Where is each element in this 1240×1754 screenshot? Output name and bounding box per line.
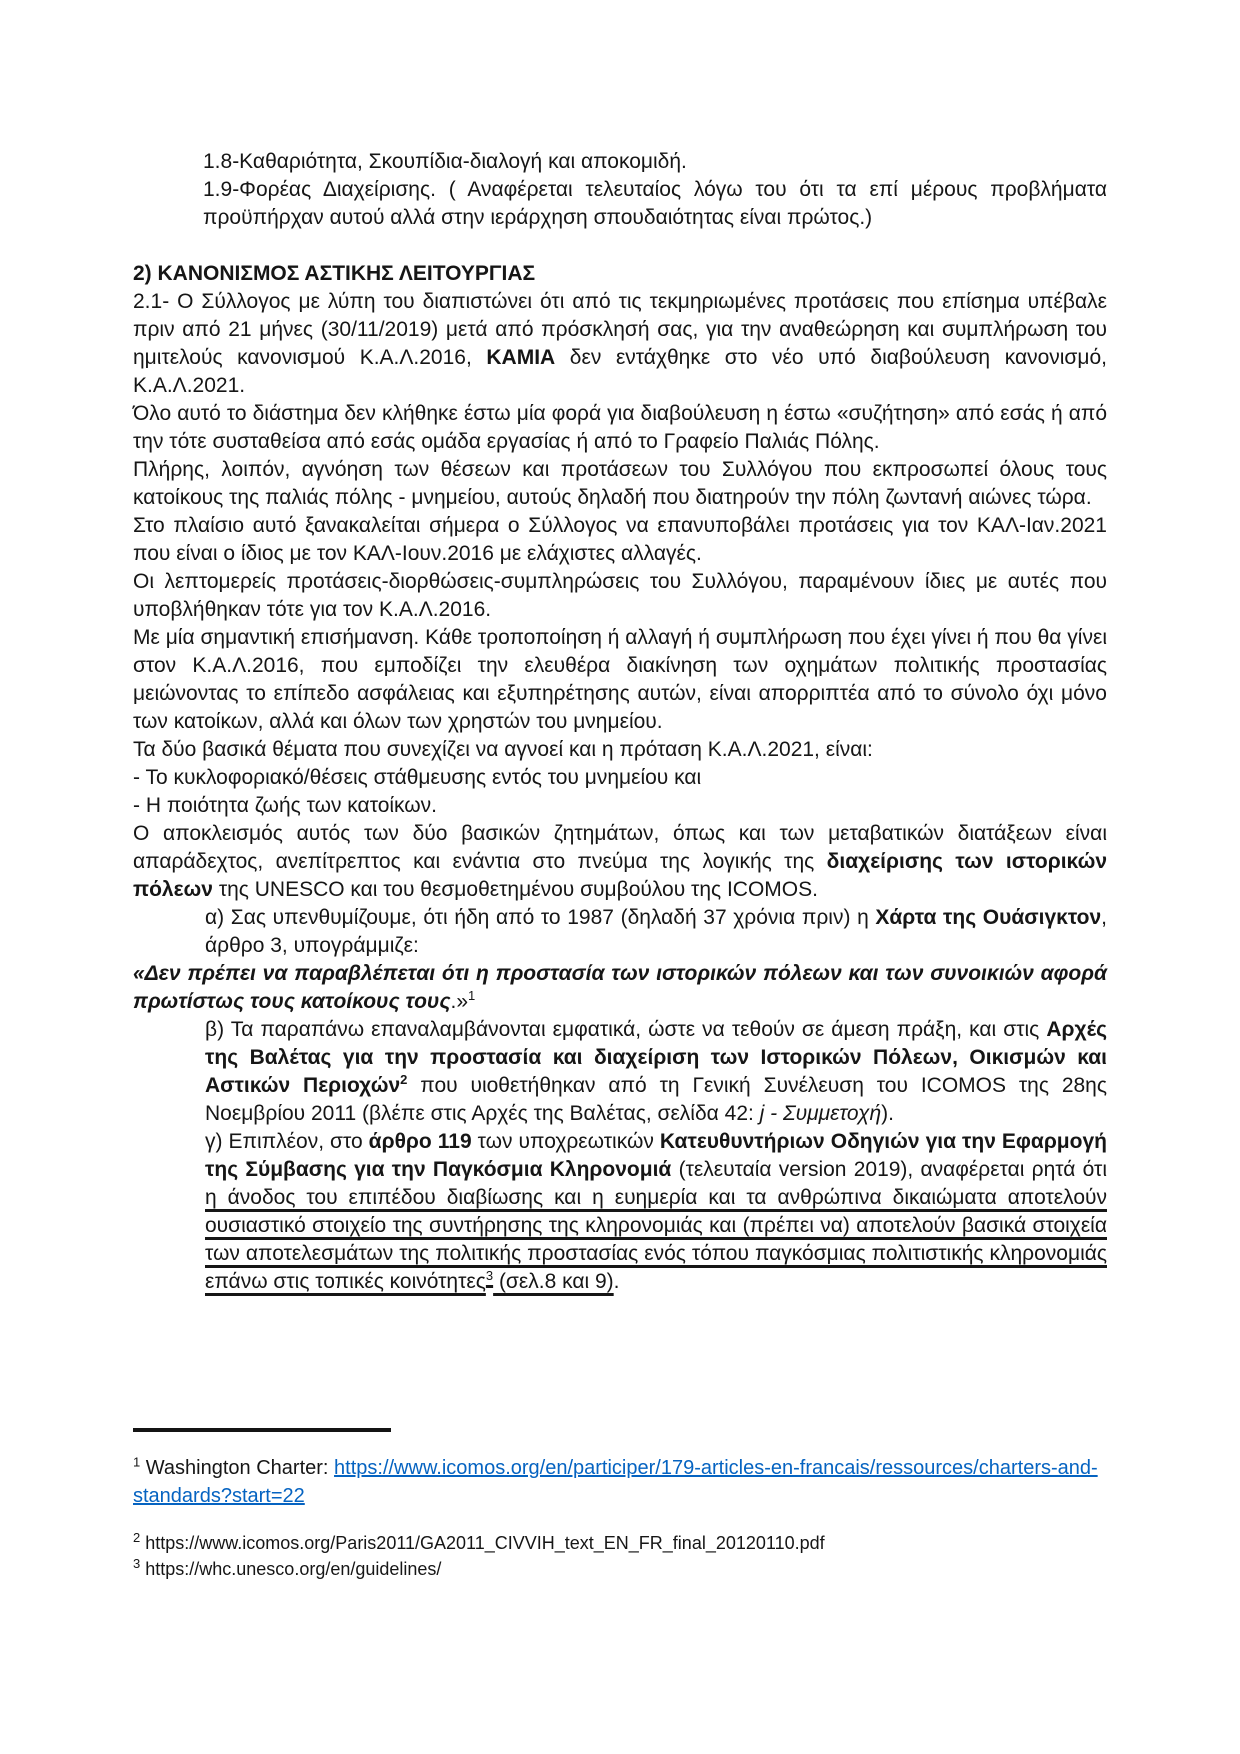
text-run: Όλο αυτό το διάστημα δεν κλήθηκε έστω μία φορά για διαβούλευση η έστω «συζήτηση» από εσάς ή από την τότε συσταθείσα από εσάς ομάδα εργασίας ή από το Γραφείο Παλιάς Πόλης. — [133, 402, 1107, 453]
footnote-1-marker: 1 — [133, 1454, 141, 1470]
bold-run: ΚΑΜΙΑ — [486, 346, 556, 369]
bold-run: Χάρτα της Ουάσιγκτον — [875, 906, 1102, 929]
text-run: - Το κυκλοφοριακό/θέσεις στάθμευσης εντός του μνημείου και — [133, 766, 702, 789]
text-run: - Η ποιότητα ζωής των κατοίκων. — [133, 794, 438, 817]
paragraph-sto-plaisio — [133, 512, 1107, 568]
footnote-1-link[interactable]: https://www.icomos.org/en/participer/179-articles-en-francais/ressources/charters-and-standards?start=22 — [133, 1457, 1098, 1507]
paragraph-alpha — [133, 904, 1107, 960]
paragraph-ta-dyo — [133, 736, 1107, 764]
text-run: (τελευταία version 2019), αναφέρεται ρητά ότι — [671, 1158, 1107, 1181]
blank-line — [133, 232, 1107, 260]
text-run: Οι λεπτομερείς προτάσεις-διορθώσεις-συμπληρώσεις του Συλλόγου, παραμένουν ίδιες με αυτές που υποβλήθηκαν τότε για τον Κ.Α.Λ.2016. — [133, 570, 1107, 621]
footnote-3 — [133, 1556, 1107, 1582]
paragraph-apokleismos — [133, 820, 1107, 904]
footnote-1-label: Washington Charter: — [140, 1457, 335, 1479]
footnote-ref-1: 1 — [468, 988, 476, 1003]
paragraph-beta — [133, 1016, 1107, 1128]
text-run: Στο πλαίσιο αυτό ξανακαλείται σήμερα ο Σύλλογος να επανυποβάλει προτάσεις για τον ΚΑΛ-Ιαν.2021 που είναι ο ίδιος με τον ΚΑΛ-Ιουν.2016 με ελάχιστες αλλαγές. — [133, 514, 1107, 565]
text-run: . — [613, 1270, 620, 1293]
text-run: α) Σας υπενθυμίζουμε, ότι ήδη από το 1987 (δηλαδή 37 χρόνια πριν) η — [205, 906, 876, 929]
text-run: ). — [881, 1102, 894, 1125]
text-run: της UNESCO και του θεσμοθετημένου συμβούλου της ICOMOS. — [212, 878, 818, 901]
list-item-1-8 — [203, 148, 1107, 176]
underlined-run: (σελ.8 και 9) — [493, 1270, 614, 1293]
bold-run: Αρχές της Βαλέτας για την προστασία και διαχείριση των Ιστορικών Πόλεων, Οικισμών και Αστικών Περιοχών — [205, 1018, 1107, 1097]
text-run: , άρθρο 3, υπογράμμιζε: — [205, 906, 1107, 957]
footnote-3-marker: 3 — [133, 1556, 141, 1571]
document-body — [133, 148, 1107, 1296]
paragraph-pliris — [133, 456, 1107, 512]
text-run: β) Τα παραπάνω επαναλαμβάνονται εμφατικά, ώστε να τεθούν σε άμεση πράξη, και στις — [205, 1018, 1047, 1041]
text-run: 1.8-Καθαριότητα, Σκουπίδια-διαλογή και αποκομιδή. — [203, 150, 687, 173]
text-run: Ο αποκλεισμός αυτός των δύο βασικών ζητημάτων, όπως και των μεταβατικών διατάξεων είναι απαράδεχτος, ανεπίτρεπτος και ενάντια στο πνεύμα της λογικής της — [133, 822, 1107, 873]
footnote-separator — [133, 1428, 391, 1432]
text-run: των υποχρεωτικών — [471, 1130, 660, 1153]
bold-run: διαχείρισης των ιστορικών πόλεων — [133, 850, 1107, 901]
footnote-2-text: https://www.icomos.org/Paris2011/GA2011_CIVVIH_text_EN_FR_final_20120110.pdf — [140, 1533, 825, 1553]
footnote-ref-3: 3 — [485, 1268, 494, 1283]
footnotes-section — [133, 1454, 1107, 1582]
paragraph-quote — [133, 960, 1107, 1016]
numbered-list-block — [133, 148, 1107, 232]
dash-item-traffic — [133, 764, 1107, 792]
paragraph-2-1 — [133, 288, 1107, 400]
text-run: 1.9-Φορέας Διαχείρισης. ( Αναφέρεται τελευταίος λόγω του ότι τα επί μέρους προβλήματα προϋπήρχαν αυτού αλλά στην ιεράρχηση σπουδαιότητας είναι πρώτος.) — [203, 178, 1107, 229]
heading-text: 2) ΚΑΝΟΝΙΣΜΟΣ ΑΣΤΙΚΗΣ ΛΕΙΤΟΥΡΓΙΑΣ — [133, 262, 536, 285]
text-run: Πλήρης, λοιπόν, αγνόηση των θέσεων και προτάσεων του Συλλόγου που εκπροσωπεί όλους τους κατοίκους της παλιάς πόλης - μνημείου, αυτούς δηλαδή που διατηρούν την πόλη ζωντανή αιώνες τώρα. — [133, 458, 1107, 509]
footnote-2-marker: 2 — [133, 1530, 141, 1545]
bold-italic-run: «Δεν πρέπει να παραβλέπεται ότι η προστασία των ιστορικών πόλεων και των συνοικιών αφορά πρωτίστως τους κατοίκους τους — [133, 962, 1107, 1013]
bold-run: άρθρο 119 — [368, 1130, 472, 1153]
paragraph-me-mia — [133, 624, 1107, 736]
section-heading — [133, 260, 1107, 288]
footnote-2 — [133, 1530, 1107, 1556]
dash-item-quality — [133, 792, 1107, 820]
paragraph-olo-ayto — [133, 400, 1107, 456]
text-run: δεν εντάχθηκε στο νέο υπό διαβούλευση κανονισμό, Κ.Α.Λ.2021. — [133, 346, 1107, 397]
text-run: 2.1- Ο Σύλλογος με λύπη του διαπιστώνει ότι από τις τεκμηριωμένες προτάσεις που επίσημα υπέβαλε πριν από 21 μήνες (30/11/2019) μετά από πρόσκλησή σας, για την αναθεώρηση και συμπλήρωση του ημιτελούς κανονισμού Κ.Α.Λ.2016, — [133, 290, 1107, 369]
bold-run: Κατευθυντήριων Οδηγιών για την Εφαρμογή της Σύμβασης για την Παγκόσμια Κληρονομιά — [205, 1130, 1107, 1181]
paragraph-gamma — [133, 1128, 1107, 1296]
text-run: γ) Επιπλέον, στο — [205, 1130, 369, 1153]
italic-run: j - Συμμετοχή — [759, 1102, 882, 1125]
footnote-1 — [133, 1454, 1107, 1510]
text-run: Τα δύο βασικά θέματα που συνεχίζει να αγνοεί και η πρόταση Κ.Α.Λ.2021, είναι: — [133, 738, 873, 761]
paragraph-leptomereis — [133, 568, 1107, 624]
text-run: .» — [450, 990, 469, 1013]
footnote-ref-2: 2 — [400, 1072, 408, 1087]
underlined-run: η άνοδος του επιπέδου διαβίωσης και η ευημερία και τα ανθρώπινα δικαιώματα αποτελούν ουσιαστικό στοιχείο της συντήρησης της κληρονομιάς και (πρέπει να) αποτελούν βασικά στοιχεία των αποτελεσμάτων της πολιτικής προστασίας ενός τόπου παγκόσμιας πολιτιστικής κληρονομιάς επάνω στις τοπικές κοινότητες — [205, 1186, 1107, 1293]
list-item-1-9 — [203, 176, 1107, 232]
text-run: που υιοθετήθηκαν από τη Γενική Συνέλευση του ICOMOS της 28ης Νοεμβρίου 2011 (βλέπε στις Αρχές της Βαλέτας, σελίδα 42: — [205, 1074, 1107, 1125]
footnote-3-text: https://whc.unesco.org/en/guidelines/ — [140, 1559, 442, 1579]
text-run: Με μία σημαντική επισήμανση. Κάθε τροποποίηση ή αλλαγή ή συμπλήρωση που έχει γίνει ή που θα γίνει στον Κ.Α.Λ.2016, που εμποδίζει την ελευθέρα διακίνηση των οχημάτων πολιτικής προστασίας μειώνοντας το επίπεδο ασφάλειας και εξυπηρέτησης αυτών, είναι απορριπτέα από το σύνολο όχι μόνο των κατοίκων, αλλά και όλων των χρηστών του μνημείου. — [133, 626, 1107, 733]
